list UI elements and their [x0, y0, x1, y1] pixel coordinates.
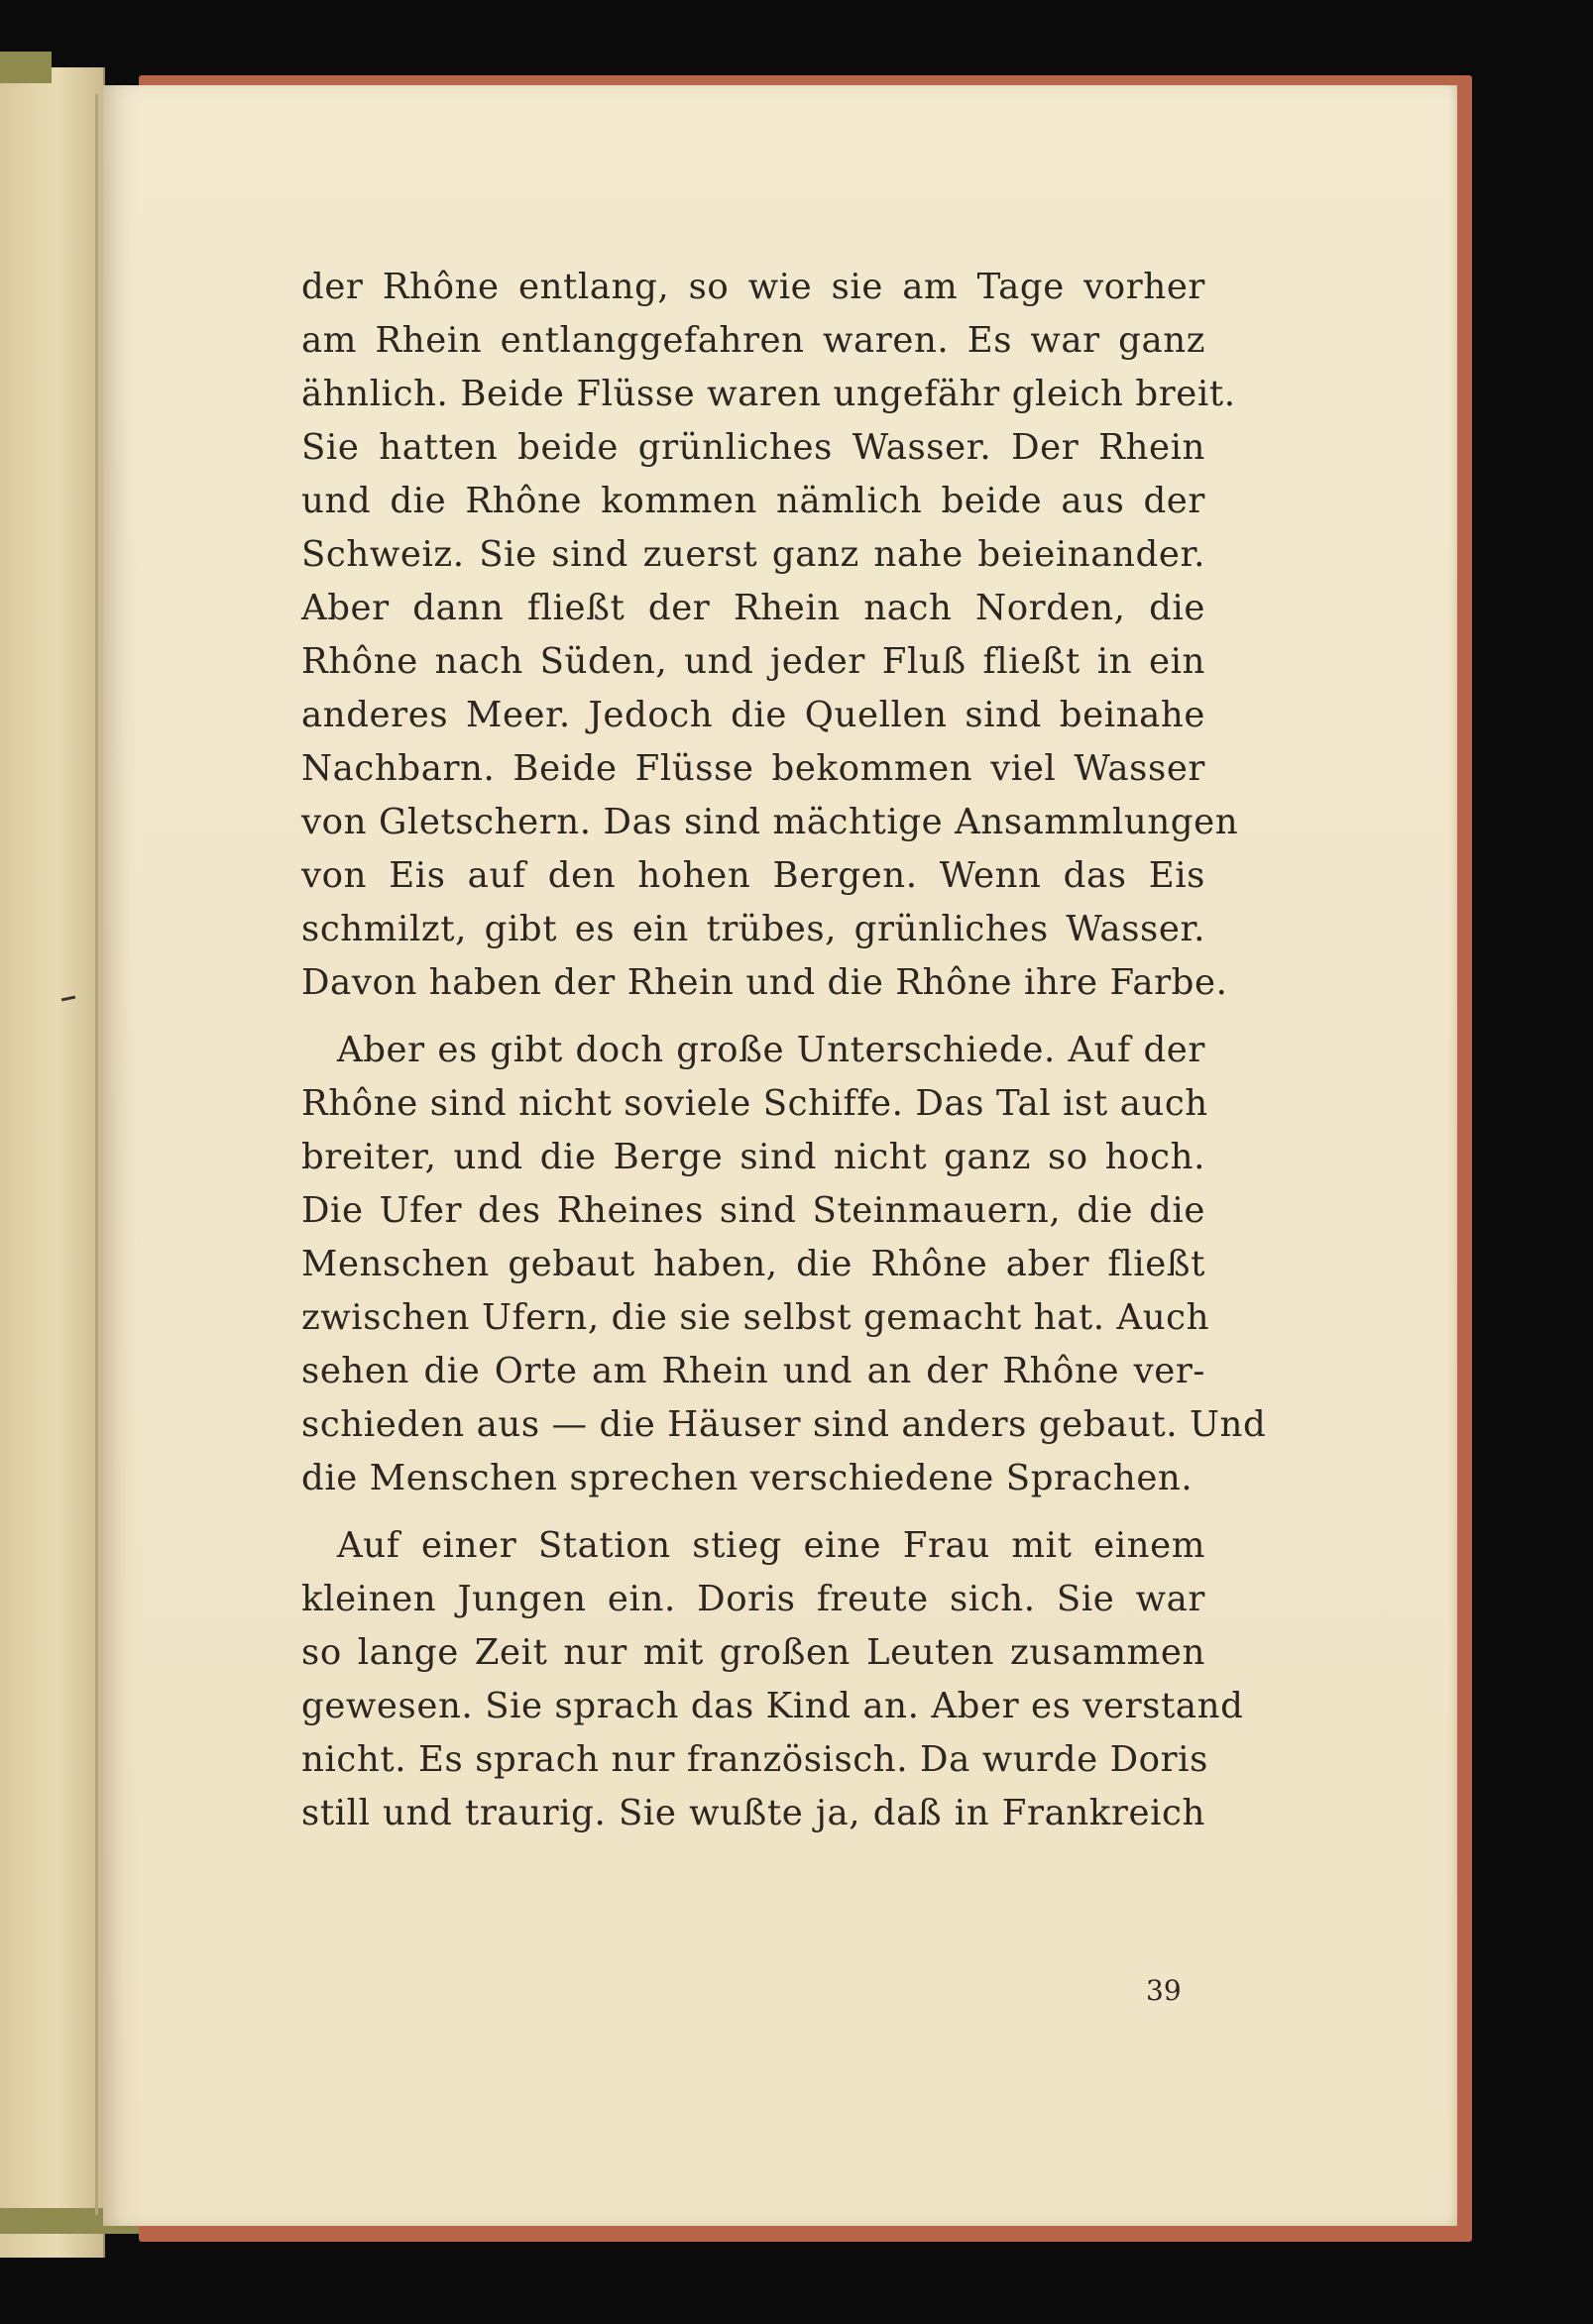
text-line: ähnlich. Beide Flüsse waren ungefähr gleich breit.	[301, 374, 1236, 414]
text-line: kleinen Jungen ein. Doris freute sich. Sie war	[301, 1579, 1205, 1619]
text-line: Rhône sind nicht soviele Schiffe. Das Tal ist auch	[301, 1083, 1208, 1124]
text-line: schmilzt, gibt es ein trübes, grünliches Wasser.	[301, 909, 1205, 949]
text-line: Rhône nach Süden, und jeder Fluß fließt in ein	[301, 641, 1205, 682]
text-line: Davon haben der Rhein und die Rhône ihre Farbe.	[301, 962, 1228, 1003]
text-line: Auf einer Station stieg eine Frau mit einem	[337, 1525, 1205, 1566]
text-line: am Rhein entlanggefahren waren. Es war ganz	[301, 320, 1205, 361]
text-line: gewesen. Sie sprach das Kind an. Aber es verstand	[301, 1686, 1244, 1726]
text-line: die Menschen sprechen verschiedene Sprachen.	[301, 1458, 1194, 1498]
text-line: so lange Zeit nur mit großen Leuten zusammen	[301, 1632, 1205, 1673]
paragraph-3	[301, 1519, 1244, 1840]
spine-cloth-top	[0, 52, 52, 83]
text-line: nicht. Es sprach nur französisch. Da wurde Doris	[301, 1739, 1208, 1780]
text-line: Aber es gibt doch große Unterschiede. Auf der	[337, 1030, 1205, 1070]
text-line: von Eis auf den hohen Bergen. Wenn das Eis	[301, 855, 1205, 896]
text-line: Aber dann fließt der Rhein nach Norden, die	[301, 588, 1205, 628]
text-line: Menschen gebaut haben, die Rhône aber fließt	[301, 1244, 1205, 1284]
book-page	[103, 85, 1457, 2226]
text-line: anderes Meer. Jedoch die Quellen sind beinahe	[301, 695, 1205, 735]
paragraph-gap	[301, 1505, 1205, 1519]
text-line: Sie hatten beide grünliches Wasser. Der Rhein	[301, 427, 1205, 468]
facing-page-edge	[0, 67, 105, 2258]
text-line: von Gletschern. Das sind mächtige Ansammlungen	[301, 802, 1239, 842]
paragraph-gap	[301, 1010, 1205, 1024]
text-line: Schweiz. Sie sind zuerst ganz nahe beieinander.	[301, 534, 1205, 575]
text-line: schieden aus — die Häuser sind anders gebaut. Und	[301, 1404, 1267, 1445]
text-line: still und traurig. Sie wußte ja, daß in Frankreich	[301, 1793, 1205, 1833]
text-line: sehen die Orte am Rhein und an der Rhône ver-	[301, 1351, 1205, 1391]
body-text	[301, 261, 1267, 1840]
paragraph-1	[301, 261, 1239, 1010]
text-line: Nachbarn. Beide Flüsse bekommen viel Wasser	[301, 748, 1205, 789]
page-gutter-line	[95, 94, 98, 2215]
text-line: breiter, und die Berge sind nicht ganz so hoch.	[301, 1137, 1205, 1177]
text-line: und die Rhône kommen nämlich beide aus der	[301, 481, 1205, 521]
text-line: der Rhône entlang, so wie sie am Tage vorher	[301, 267, 1205, 307]
text-line: zwischen Ufern, die sie selbst gemacht hat. Auch	[301, 1297, 1210, 1338]
text-line: Die Ufer des Rheines sind Steinmauern, die die	[301, 1190, 1205, 1231]
page-number: 39	[1146, 1974, 1182, 2007]
paragraph-2	[301, 1024, 1267, 1505]
